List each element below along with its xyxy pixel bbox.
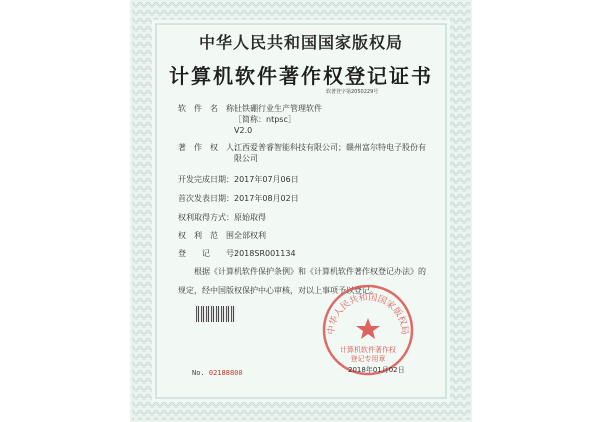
field-value: 原始取得 (234, 213, 266, 222)
field-owner (178, 142, 426, 163)
serial-prefix: No. (192, 369, 205, 377)
field-label: 开发完成日期： (178, 175, 234, 184)
field-publish-date (178, 193, 299, 204)
certificate-title: 计算机软件著作权登记证书 (169, 64, 433, 88)
serial-value: 02188800 (208, 369, 243, 377)
field-label: 权 利 范 围： (178, 231, 242, 240)
seal-arc-text: 中华人民共和国国家版权局 (326, 292, 410, 336)
field-registration (178, 248, 296, 259)
field-label: 软 件 名 称： (178, 104, 242, 113)
serial-number (192, 369, 243, 377)
field-label: 权利取得方式： (178, 213, 234, 222)
issue-date: 2018年01月02日 (348, 366, 405, 374)
field-value: V2.0 (234, 126, 253, 135)
field-software-name (178, 103, 322, 135)
field-dev-date (178, 174, 299, 185)
field-acquire-method (178, 212, 266, 223)
field-value: 限公司 (234, 154, 258, 163)
field-value: 2018SR001134 (234, 249, 296, 258)
field-value: 2017年07月06日 (234, 175, 299, 184)
field-value: 2017年08月02日 (234, 194, 299, 203)
field-value: ［简称：ntpsc］ (234, 115, 296, 124)
body-line: 规定，经中国版权保护中心审核，对以上事项予以登记。 (178, 286, 378, 295)
field-value: 江西爱普睿智能科技有限公司；赣州富尔特电子股份有 (234, 143, 426, 152)
field-label: 著 作 权 人： (178, 143, 242, 152)
field-value: 全部权利 (234, 231, 266, 240)
field-label: 首次发表日期： (178, 194, 234, 203)
field-value: 钍铁硼行业生产管理软件 (234, 104, 322, 113)
body-line: 根据《计算机软件保护条例》和《计算机软件著作权登记办法》的 (194, 267, 426, 276)
field-label: 登 记 号： (178, 249, 242, 258)
registration-number: 软著登字第2050229号 (326, 89, 379, 95)
issuer-title: 中华人民共和国国家版权局 (198, 33, 403, 52)
seal-sub-2: 登记专用章 (350, 355, 386, 363)
field-rights-scope (178, 230, 266, 241)
barcode (196, 306, 236, 322)
certificate (130, 0, 472, 422)
seal-sub-1: 计算机软件著作权 (340, 346, 396, 354)
